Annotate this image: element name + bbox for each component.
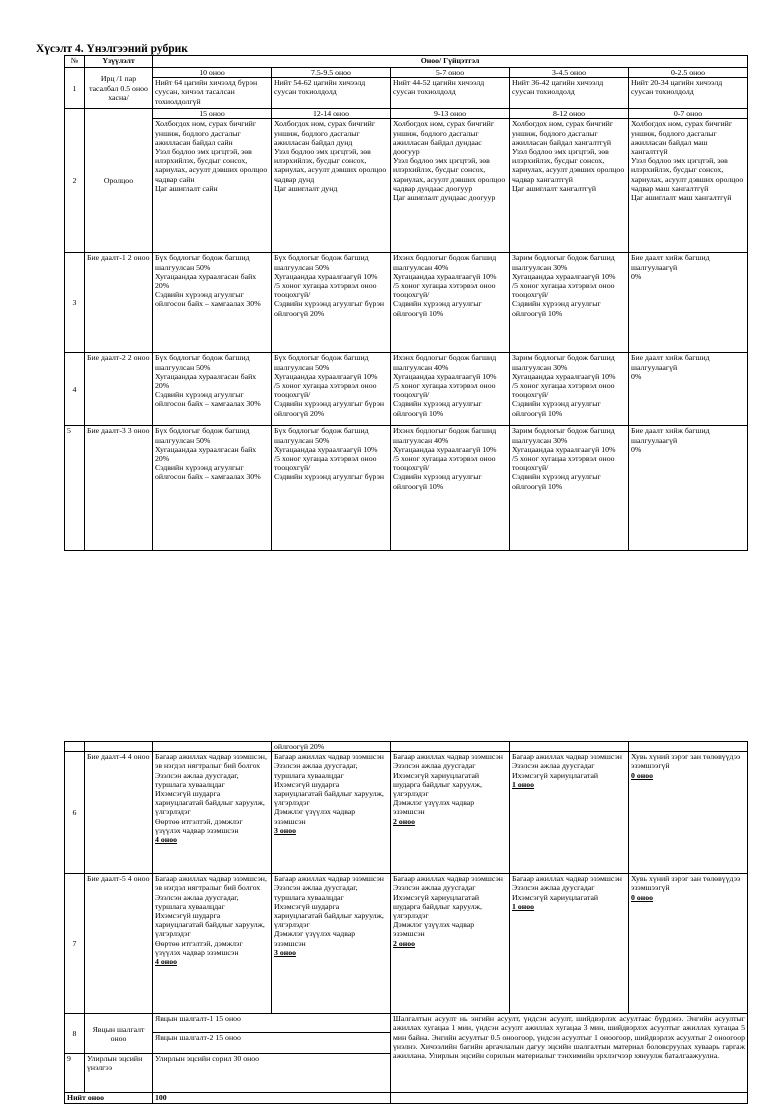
final-exam: Улирлын эцсийн сорил 30 оноо <box>153 1054 391 1093</box>
rubric-table-continued <box>64 741 748 1104</box>
rubric-cell: Ихэнх бодлогыг бодож багшид шалгуулсан 40% Хугацаандаа хураалгаагүй 10% /5 хоног хугацаа хэтэрвэл оноо тооцохгүй/ Сэдвийн хүрээнд агуулгыг ойлгоогүй 10% <box>391 426 510 551</box>
rubric-cell: Нийт 20-34 цагийн хичээлд суусан тохиолдолд <box>629 78 748 109</box>
rubric-cell: Бие даалт хийж багшид шалгуулаагүй 0% <box>629 353 748 426</box>
rubric-cell: Бүх бодлогыг бодож багшид шалгуулсан 50% Хугацаандаа хураалгасан байх 20% Сэдвийн хүрээнд агуулгыг ойлгосон байх – хамгаалах 30% <box>153 253 272 353</box>
exam-description: Шалгалтын асуулт нь энгийн асуулт, үндсэн асуулт, шийдвэрлэх асуултаас бүрдэнэ. Энгийн асуултыг ажиллах хугацаа 1 мин, үндсэн асуулт ажиллах хугацаа 3 мин, шийдвэрлэх асуултыг ажиллах хугацаа 5 мин байна. Энгийн асуултыг 0.5 оноогоор, үндсэн асуултыг 1 оноогоор, шийдвэрлэх асуултыг 2 оноогоор үнэлнэ. Хичээлийн багийн аргачлалын дагуу эцсийн шалгалтын материал боловсруулах хуваарь гаргаж ажиллана. Улирлын эцсийн сорилын материалыг тэнхимийн эрхлэгчээр хянуулж баталгаажуулна. <box>391 1014 748 1093</box>
row-number: 1 <box>65 68 85 109</box>
rubric-cell: Холбогдох ном, сурах бичгийг уншиж, бодлого дасгалыг ажилласан байдал маш хангалтгүй Узэл бодлоо эмх цэгцтэй, зөв илэрхийлэх, бусдыг сонсох, хариулах, асуулт дэвших оролцоо чадвар маш хангалтгүй Цаг ашиглалт маш хангалтгүй <box>629 119 748 253</box>
exam-1: Явцын шалгалт-1 15 оноо <box>153 1014 391 1033</box>
score-level: 7.5-9.5 оноо <box>272 68 391 78</box>
rubric-cell <box>153 752 272 874</box>
rubric-cell-text: Багаар ажиллах чадвар эзэмшсэн Эзэлсэн ажлаа дуусгадаг, туршлага хуваалцдаг Ихэмсэгүй шударга хариуцлагатай байдлыг харуулж, үлгэрлэдэг Дэмжлэг үзүүлэх чадвар эзэмшсэн <box>274 874 384 948</box>
row-criterion: Улирлын эцсийн үнэлгээ <box>85 1054 153 1093</box>
rubric-cell: Холбогдох ном, сурах бичгийг уншиж, бодлого дасгалыг ажилласан байдал дунд Узэл бодлоо эмх цэгцтэй, зөв илэрхийлэх, бусдыг сонсох, хариулах, асуулт дэвших оролцоо чадвар дунд Цаг ашиглалт дунд <box>272 119 391 253</box>
row-criterion: Бие даалт-3 3 оноо <box>85 426 153 551</box>
page-title: Хүсэлт 4. Үнэлгээний рубрик <box>36 43 188 55</box>
rubric-cell: Нийт 44-52 цагийн хичээлд суусан тохиолдолд <box>391 78 510 109</box>
total-label: Нийт оноо <box>65 1093 153 1104</box>
points-label: 2 оноо <box>393 938 416 948</box>
header-criteria: Үзүүлэлт <box>85 56 153 68</box>
score-level: 10 оноо <box>153 68 272 78</box>
rubric-cell-text: Багаар ажиллах чадвар эзэмшсэн Эзэлсэн ажлаа дуусгадаг Ихэмсэгүй хариуцлагатай шударга байдлыг харуулж, үлгэрлэдэг Дэмжлэг үзүүлэх чадвар эзэмшсэн <box>393 752 503 817</box>
points-label: 2 оноо <box>393 816 416 826</box>
rubric-cell: Бүх бодлогыг бодож багшид шалгуулсан 50% Хугацаандаа хураалгасан байх 20% Сэдвийн хүрээнд агуулгыг ойлгосон байх – хамгаалах 30% <box>153 426 272 551</box>
rubric-cell <box>153 742 272 752</box>
rubric-cell <box>391 742 510 752</box>
header-no: № <box>65 56 85 68</box>
rubric-cell <box>629 752 748 874</box>
rubric-cell: Бүх бодлогыг бодож багшид шалгуулсан 50% Хугацаандаа хураалгаагүй 10% /5 хоног хугацаа хэтэрвэл оноо тооцохгүй/ Сэдвийн хүрээнд агуулгыг бүрэн ойлгоогүй 20% <box>272 353 391 426</box>
row-number: 8 <box>65 1014 85 1054</box>
rubric-table <box>64 55 748 551</box>
rubric-cell-text: Багаар ажиллах чадвар эзэмшсэн Эзэлсэн ажлаа дуусгадаг Ихэмсэгүй хариуцлагатай шударга байдлыг харуулж, үлгэрлэдэг Дэмжлэг үзүүлэх чадвар эзэмшсэн <box>393 874 503 939</box>
rubric-cell: Бие даалт хийж багшид шалгуулаагүй 0% <box>629 253 748 353</box>
row-criterion: Ирц /1 пар тасалбал 0.5 оноо хасна/ <box>85 68 153 109</box>
points-label: 1 оноо <box>512 901 535 911</box>
points-label: 3 оноо <box>274 947 297 957</box>
row-criterion: Явцын шалгалт оноо <box>85 1014 153 1054</box>
rubric-cell-text: Багаар ажиллах чадвар эзэмшсэн, эв нэгдэл нягтралыг бий болгох Эзэлсэн ажлаа дуусгадаг, туршлага хуваалцдаг Ихэмсэгүй шударга хариуцлагатай байдлыг харуулж, үлгэрлэдэг Өөртөө итгэлтэй, дэмжлэг үзүүлэх чадвар эзэмшсэн <box>155 874 267 957</box>
rubric-cell <box>272 874 391 1014</box>
row-number: 9 <box>65 1054 85 1093</box>
rubric-cell-text: Хувь хүний зэрэг зан төлөвүүдээ эзэмшээгүй <box>631 752 741 771</box>
rubric-cell: Нийт 64 цагийн хичээлд бүрэн суусан, хичээл тасалсан тохиолдолгүй <box>153 78 272 109</box>
row-criterion: Бие даалт-2 2 оноо <box>85 353 153 426</box>
row-criterion: Оролцоо <box>85 109 153 253</box>
score-level: 0-2.5 оноо <box>629 68 748 78</box>
score-level: 5-7 оноо <box>391 68 510 78</box>
rubric-cell <box>391 874 510 1014</box>
points-label: 3 оноо <box>274 825 297 835</box>
points-label: 4 оноо <box>155 835 178 845</box>
header-scores: Оноо/ Гүйцэтгэл <box>153 56 748 68</box>
rubric-cell <box>510 752 629 874</box>
rubric-cell: Нийт 36-42 цагийн хичээлд суусан тохиолдолд <box>510 78 629 109</box>
rubric-cell-text: Багаар ажиллах чадвар эзэмшсэн Эзэлсэн ажлаа дуусгадаг, туршлага хуваалцдаг Ихэмсэгүй шударга хариуцлагатай байдлыг харуулж, үлгэрлэдэг Дэмжлэг үзүүлэх чадвар эзэмшсэн <box>274 752 384 826</box>
row-number: 7 <box>65 874 85 1014</box>
score-level: 12-14 оноо <box>272 109 391 119</box>
rubric-cell-text: Хувь хүний зэрэг зан төлөвүүдээ эзэмшээгүй <box>631 874 741 893</box>
rubric-cell <box>153 874 272 1014</box>
rubric-cell <box>510 742 629 752</box>
exam-2: Явцын шалгалт-2 15 оноо <box>153 1033 391 1054</box>
score-level: 9-13 оноо <box>391 109 510 119</box>
rubric-cell: Зарим бодлогыг бодож багшид шалгуулсан 30% Хугацаандаа хураалгаагүй 10% /5 хоног хугацаа хэтэрвэл оноо тооцохгүй/ Сэдвийн хүрээнд агуулгыг ойлгоогүй 10% <box>510 353 629 426</box>
points-label: 1 оноо <box>512 779 535 789</box>
row-number: 5 <box>65 426 85 551</box>
row-criterion: Бие даалт-5 4 оноо <box>85 874 153 1014</box>
points-label: 0 оноо <box>631 770 654 780</box>
rubric-cell: Нийт 54-62 цагийн хичээлд суусан тохиолдолд <box>272 78 391 109</box>
rubric-cell: ойлгоогүй 20% <box>272 742 391 752</box>
rubric-cell: Бие даалт хийж багшид шалгуулаагүй 0% <box>629 426 748 551</box>
score-level: 0-7 оноо <box>629 109 748 119</box>
rubric-cell: Ихэнх бодлогыг бодож багшид шалгуулсан 40% Хугацаандаа хураалгаагүй 10% /5 хоног хугацаа хэтэрвэл оноо тооцохгүй/ Сэдвийн хүрээнд агуулгыг ойлгоогүй 10% <box>391 253 510 353</box>
rubric-cell: Холбогдох ном, сурах бичгийг уншиж, бодлого дасгалыг ажилласан байдал дундаас доогуур Узэл бодлоо эмх цэгцтэй, зөв илэрхийлэх, бусдыг сонсох, хариулах, асуулт дэвших оролцоо чадвар дундаас доогуур Цаг ашиглалт дундаас доогуур <box>391 119 510 253</box>
rubric-cell <box>510 874 629 1014</box>
rubric-cell-text: Багаар ажиллах чадвар эзэмшсэн Эзэлсэн ажлаа дуусгадаг Ихэмсэгүй хариуцлагатай <box>512 874 622 902</box>
total-empty <box>391 1093 748 1104</box>
rubric-cell: Холбогдох ном, сурах бичгийг уншиж, бодлого дасгалыг ажилласан байдал сайн Узэл бодлоо эмх цэгцтэй, зөв илэрхийлэх, бусдыг сонсох, хариулах, асуулт дэвших оролцоо чадвар сайн Цаг ашиглалт сайн <box>153 119 272 253</box>
rubric-cell: Бүх бодлогыг бодож багшид шалгуулсан 50% Хугацаандаа хураалгасан байх 20% Сэдвийн хүрээнд агуулгыг ойлгосон байх – хамгаалах 30% <box>153 353 272 426</box>
points-label: 4 оноо <box>155 957 178 967</box>
score-level: 3-4.5 оноо <box>510 68 629 78</box>
score-level: 15 оноо <box>153 109 272 119</box>
rubric-cell: Бүх бодлогыг бодож багшид шалгуулсан 50% Хугацаандаа хураалгаагүй 10% /5 хоног хугацаа хэтэрвэл оноо тооцохгүй/ Сэдвийн хүрээнд агуулгыг бүрэн <box>272 426 391 551</box>
rubric-cell <box>629 742 748 752</box>
points-label: 0 оноо <box>631 892 654 902</box>
row-number: 6 <box>65 752 85 874</box>
rubric-cell: Холбогдох ном, сурах бичгийг уншиж, бодлого дасгалыг ажилласан байдал хангалтгүй Узэл бодлоо эмх цэгцтэй, зөв илэрхийлэх, бусдыг сонсох, хариулах, асуулт дэвших оролцоо чадвар хангалтгүй Цаг ашиглалт хангалтгүй <box>510 119 629 253</box>
row-number: 3 <box>65 253 85 353</box>
rubric-cell <box>391 752 510 874</box>
rubric-cell <box>629 874 748 1014</box>
score-level: 8-12 оноо <box>510 109 629 119</box>
rubric-cell: Ихэнх бодлогыг бодож багшид шалгуулсан 40% Хугацаандаа хураалгаагүй 10% /5 хоног хугацаа хэтэрвэл оноо тооцохгүй/ Сэдвийн хүрээнд агуулгыг ойлгоогүй 10% <box>391 353 510 426</box>
row-criterion: Бие даалт-1 2 оноо <box>85 253 153 353</box>
row-number: 4 <box>65 353 85 426</box>
row-criterion <box>85 742 153 752</box>
rubric-cell: Зарим бодлогыг бодож багшид шалгуулсан 30% Хугацаандаа хураалгаагүй 10% /5 хоног хугацаа хэтэрвэл оноо тооцохгүй/ Сэдвийн хүрээнд агуулгыг ойлгоогүй 10% <box>510 426 629 551</box>
total-value: 100 <box>153 1093 391 1104</box>
rubric-cell: Бүх бодлогыг бодож багшид шалгуулсан 50% Хугацаандаа хураалгаагүй 10% /5 хоног хугацаа хэтэрвэл оноо тооцохгүй/ Сэдвийн хүрээнд агуулгыг бүрэн ойлгоогүй 20% <box>272 253 391 353</box>
rubric-cell: Зарим бодлогыг бодож багшид шалгуулсан 30% Хугацаандаа хураалгаагүй 10% /5 хоног хугацаа хэтэрвэл оноо тооцохгүй/ Сэдвийн хүрээнд агуулгыг ойлгоогүй 10% <box>510 253 629 353</box>
row-number: 2 <box>65 109 85 253</box>
row-number <box>65 742 85 752</box>
rubric-cell <box>272 752 391 874</box>
rubric-cell-text: Багаар ажиллах чадвар эзэмшсэн Эзэлсэн ажлаа дуусгадаг Ихэмсэгүй хариуцлагатай <box>512 752 622 780</box>
row-criterion: Бие даалт-4 4 оноо <box>85 752 153 874</box>
rubric-cell-text: Багаар ажиллах чадвар эзэмшсэн, эв нэгдэл нягтралыг бий болгох Эзэлсэн ажлаа дуусгадаг, туршлага хуваалцдаг Ихэмсэгүй шударга хариуцлагатай байдлыг харуулж, үлгэрлэдэг Өөртөө итгэлтэй, дэмжлэг үзүүлэх чадвар эзэмшсэн <box>155 752 267 835</box>
